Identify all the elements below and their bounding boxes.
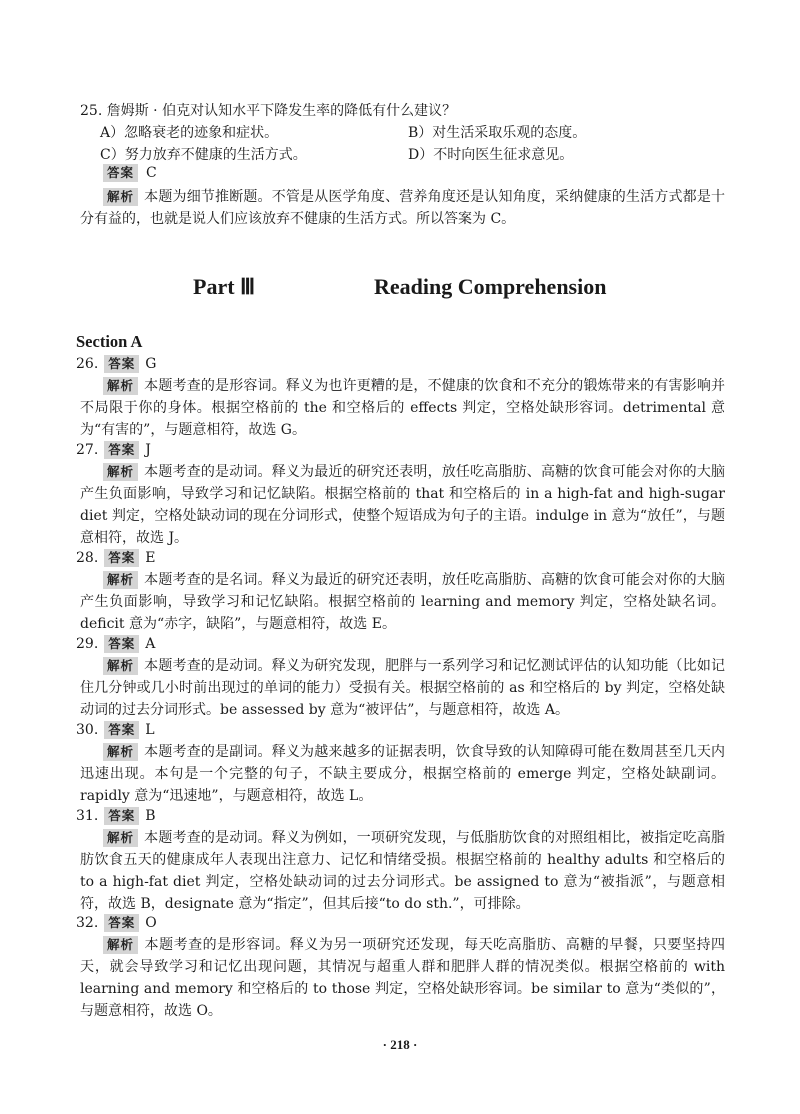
analysis-text: 本题考查的是形容词。释义为另一项研究还发现，每天吃高脂肪、高糖的早餐，只要坚持四天，就会导致学习和记忆出现问题，其情况与超重人群和肥胖人群的情况类似。根据空格前的 with learning and memory 和空格后的 to those 判定，空格处缺形容词。be similar to 意为“类似的”，与题意相符，故选 O。 [80, 937, 725, 1019]
analysis-tag: 解析 [103, 377, 138, 395]
answer-tag: 答案 [104, 721, 139, 739]
analysis-tag: 解析 [103, 657, 138, 675]
answer-value: A [145, 636, 156, 652]
analysis-text: 本题考查的是名词。释义为最近的研究还表明，放任吃高脂肪、高糖的饮食可能会对你的大脑产生负面影响，导致学习和记忆缺陷。根据空格前的 learning and memory 判定，空格处缺名词。deficit 意为“赤字，缺陷”，与题意相符，故选 E。 [80, 572, 725, 632]
item-28-header [76, 549, 156, 567]
item-32-header [76, 914, 157, 932]
page-number: · 218 · [382, 1037, 418, 1052]
item-number: 32. [76, 915, 99, 931]
analysis-text: 本题考查的是动词。释义为例如，一项研究发现，与低脂肪饮食的对照组相比，被指定吃高脂肪饮食五天的健康成年人表现出注意力、记忆和情绪受损。根据空格前的 healthy adults 和空格后的 to a high-fat diet 判定，空格处缺动词的过去分词形式。be assigned to 意为“被指派”，与题意相符，故选 B，designate 意为“指定”，但其后接“to do sth.”，可排除。 [80, 830, 725, 912]
item-number: 29. [76, 636, 99, 652]
item-31-header [76, 807, 156, 825]
item-number: 30. [76, 722, 99, 738]
answer-value: J [145, 442, 151, 458]
answer-value: B [145, 808, 156, 824]
option-b: B）对生活采取乐观的态度。 [408, 125, 587, 141]
option-a: A）忽略衰老的迹象和症状。 [100, 125, 279, 141]
item-28-analysis [80, 569, 725, 635]
option-d: D）不时向医生征求意见。 [408, 147, 574, 163]
analysis-text: 本题考查的是副词。释义为越来越多的证据表明，饮食导致的认知障碍可能在数周甚至几天内迅速出现。本句是一个完整的句子，不缺主要成分，根据空格前的 emerge 判定，空格处缺副词。rapidly 意为“迅速地”，与题意相符，故选 L。 [80, 744, 725, 804]
option-c: C）努力放弃不健康的生活方式。 [100, 147, 307, 163]
section-title: Section A [76, 332, 143, 351]
analysis-tag: 解析 [103, 463, 138, 481]
part-label: Part Ⅲ [193, 274, 256, 299]
analysis-tag: 解析 [103, 188, 138, 206]
answer-tag: 答案 [104, 807, 139, 825]
question-25-stem: 25. 詹姆斯 · 伯克对认知水平下降发生率的降低有什么建议？ [80, 103, 457, 119]
answer-tag: 答案 [104, 549, 139, 567]
analysis-text: 本题考查的是动词。释义为最近的研究还表明，放任吃高脂肪、高糖的饮食可能会对你的大脑产生负面影响，导致学习和记忆缺陷。根据空格前的 that 和空格后的 in a high-fat and high-sugar diet 判定，空格处缺动词的现在分词形式，使整个短语成为句子的主语。indulge in 意为“放任”，与题意相符，故选 J。 [80, 464, 725, 546]
item-31-analysis [80, 827, 725, 915]
part-title: Reading Comprehension [374, 274, 607, 299]
item-27-analysis [80, 461, 725, 549]
answer-value: O [145, 915, 157, 931]
analysis-tag: 解析 [103, 936, 138, 954]
item-number: 26. [76, 356, 99, 372]
question-25-answer [103, 164, 157, 182]
analysis-text: 本题考查的是形容词。释义为也许更糟的是，不健康的饮食和不充分的锻炼带来的有害影响并不局限于你的身体。根据空格前的 the 和空格后的 effects 判定，空格处缺形容词。detrimental 意为“有害的”，与题意相符，故选 G。 [80, 378, 725, 438]
item-30-header [76, 721, 155, 739]
item-32-analysis [80, 934, 725, 1022]
answer-value: E [145, 550, 156, 566]
answer-tag: 答案 [104, 914, 139, 932]
answer-value: C [146, 165, 157, 181]
item-26-header [76, 355, 156, 373]
answer-tag: 答案 [104, 635, 139, 653]
answer-tag: 答案 [103, 164, 138, 182]
question-25-analysis [80, 186, 725, 230]
analysis-tag: 解析 [103, 829, 138, 847]
answer-tag: 答案 [104, 355, 139, 373]
item-number: 27. [76, 442, 99, 458]
answer-value: L [145, 722, 155, 738]
item-number: 31. [76, 808, 99, 824]
item-number: 28. [76, 550, 99, 566]
analysis-tag: 解析 [103, 571, 138, 589]
item-27-header [76, 441, 151, 459]
analysis-text: 本题为细节推断题。不管是从医学角度、营养角度还是认知角度，采纳健康的生活方式都是十分有益的，也就是说人们应该放弃不健康的生活方式。所以答案为 C。 [80, 189, 725, 227]
answer-tag: 答案 [104, 441, 139, 459]
analysis-tag: 解析 [103, 743, 138, 761]
item-29-analysis [80, 655, 725, 721]
item-26-analysis [80, 375, 725, 441]
analysis-text: 本题考查的是动词。释义为研究发现，肥胖与一系列学习和记忆测试评估的认知功能（比如记住几分钟或几小时前出现过的单词的能力）受损有关。根据空格前的 as 和空格后的 by 判定，空格处缺动词的过去分词形式。be assessed by 意为“被评估”，与题意相符，故选 A。 [80, 658, 725, 718]
item-30-analysis [80, 741, 725, 807]
item-29-header [76, 635, 155, 653]
answer-value: G [145, 356, 157, 372]
